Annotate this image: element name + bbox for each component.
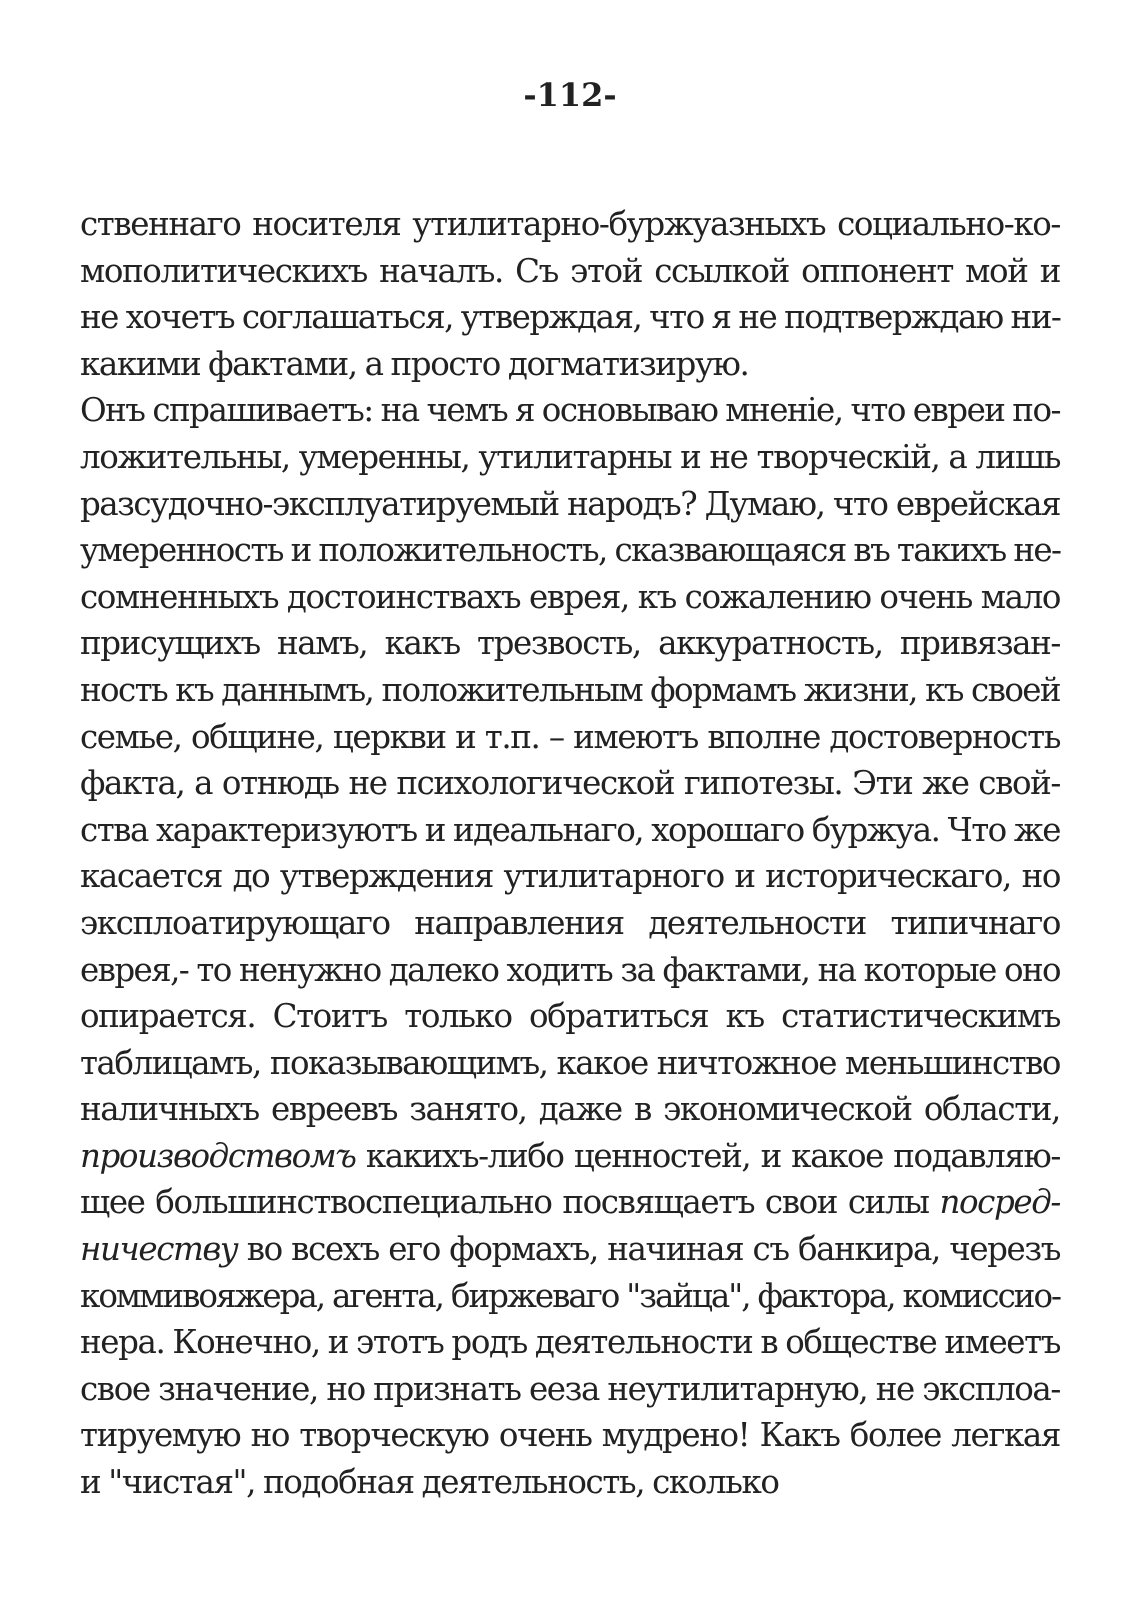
text-line: [80, 1133, 1060, 1180]
text-line: ложительны, умеренны, утилитарны и не творческiй, а лишь: [80, 437, 1060, 476]
text-run: во всехъ его формахъ, начиная съ банкира, черезъ: [237, 1230, 1060, 1269]
text-line: касается до утверждения утилитарного и историческаго, но: [80, 857, 1060, 896]
text-line: еврея,- то ненужно далеко ходить за фактами, на которые оно: [80, 950, 1060, 989]
text-line: какими фактами, а просто догматизирую.: [80, 344, 749, 383]
text-run: какихъ-либо ценностей, и какое подавляю-: [355, 1136, 1060, 1175]
text-run: щее большинствоспециально посвящаетъ свои силы: [80, 1183, 940, 1222]
text-line: ственнаго носителя утилитарно-буржуазныхъ социально-ко-: [80, 205, 1060, 243]
text-line: и "чистая", подобная деятельность, сколько: [80, 1463, 779, 1502]
text-line: свое значение, но признать ееза неутилитарную, не эксплоа-: [80, 1369, 1060, 1408]
text-line: сомненныхъ достоинствахъ еврея, къ сожалению очень мало: [80, 577, 1060, 616]
text-line: присущихъ намъ, какъ трезвость, аккуратность, привязан-: [80, 624, 1060, 663]
text-line: эксплоатирующаго направления деятельности типичнаго: [80, 903, 1060, 942]
text-line: ность къ даннымъ, положительным формамъ жизни, къ своей: [80, 670, 1060, 709]
text-line: мополитическихъ началъ. Съ этой ссылкой оппонент мой и: [80, 251, 1060, 290]
italic-term: посред-: [939, 1183, 1060, 1222]
text-line: не хочетъ соглашаться, утверждая, что я не подтверждаю ни-: [80, 298, 1061, 337]
italic-term: ничеству: [80, 1230, 238, 1269]
text-line: тируемую но творческую очень мудрено! Какъ более легкая: [80, 1416, 1060, 1455]
text-line: таблицамъ, показывающимъ, какое ничтожное меньшинство: [80, 1043, 1060, 1082]
italic-term: производствомъ: [80, 1136, 356, 1175]
text-line: семье, общине, церкви и т.п. – имеютъ вполне достоверность: [80, 717, 1060, 756]
text-line: [80, 1179, 1060, 1226]
page-number: -112-: [523, 76, 617, 114]
text-line: опирается. Стоитъ только обратиться къ статистическимъ: [80, 997, 1060, 1036]
text-line: умеренность и положительность, сказвающаяся въ такихъ не-: [80, 531, 1061, 570]
text-line: Онъ спрашиваетъ: на чемъ я основываю мненiе, что евреи по-: [80, 391, 1061, 430]
text-line: [80, 1226, 1060, 1273]
text-line: разсудочно-эксплуатируемый народъ? Думаю, что еврейская: [80, 484, 1060, 523]
text-line: наличныхъ евреевъ занято, даже в экономической области,: [80, 1090, 1060, 1129]
text-line: коммивояжера, агента, биржеваго "зайца", фактора, комиссио-: [80, 1276, 1060, 1315]
text-line: факта, а отнюдь не психологической гипотезы. Эти же свой-: [80, 764, 1060, 803]
text-line: нера. Конечно, и этотъ родъ деятельности в обществе имеетъ: [80, 1323, 1060, 1362]
text-line: ства характеризуютъ и идеальнаго, хорошаго буржуа. Что же: [80, 810, 1060, 849]
body-text: [80, 201, 1060, 1506]
